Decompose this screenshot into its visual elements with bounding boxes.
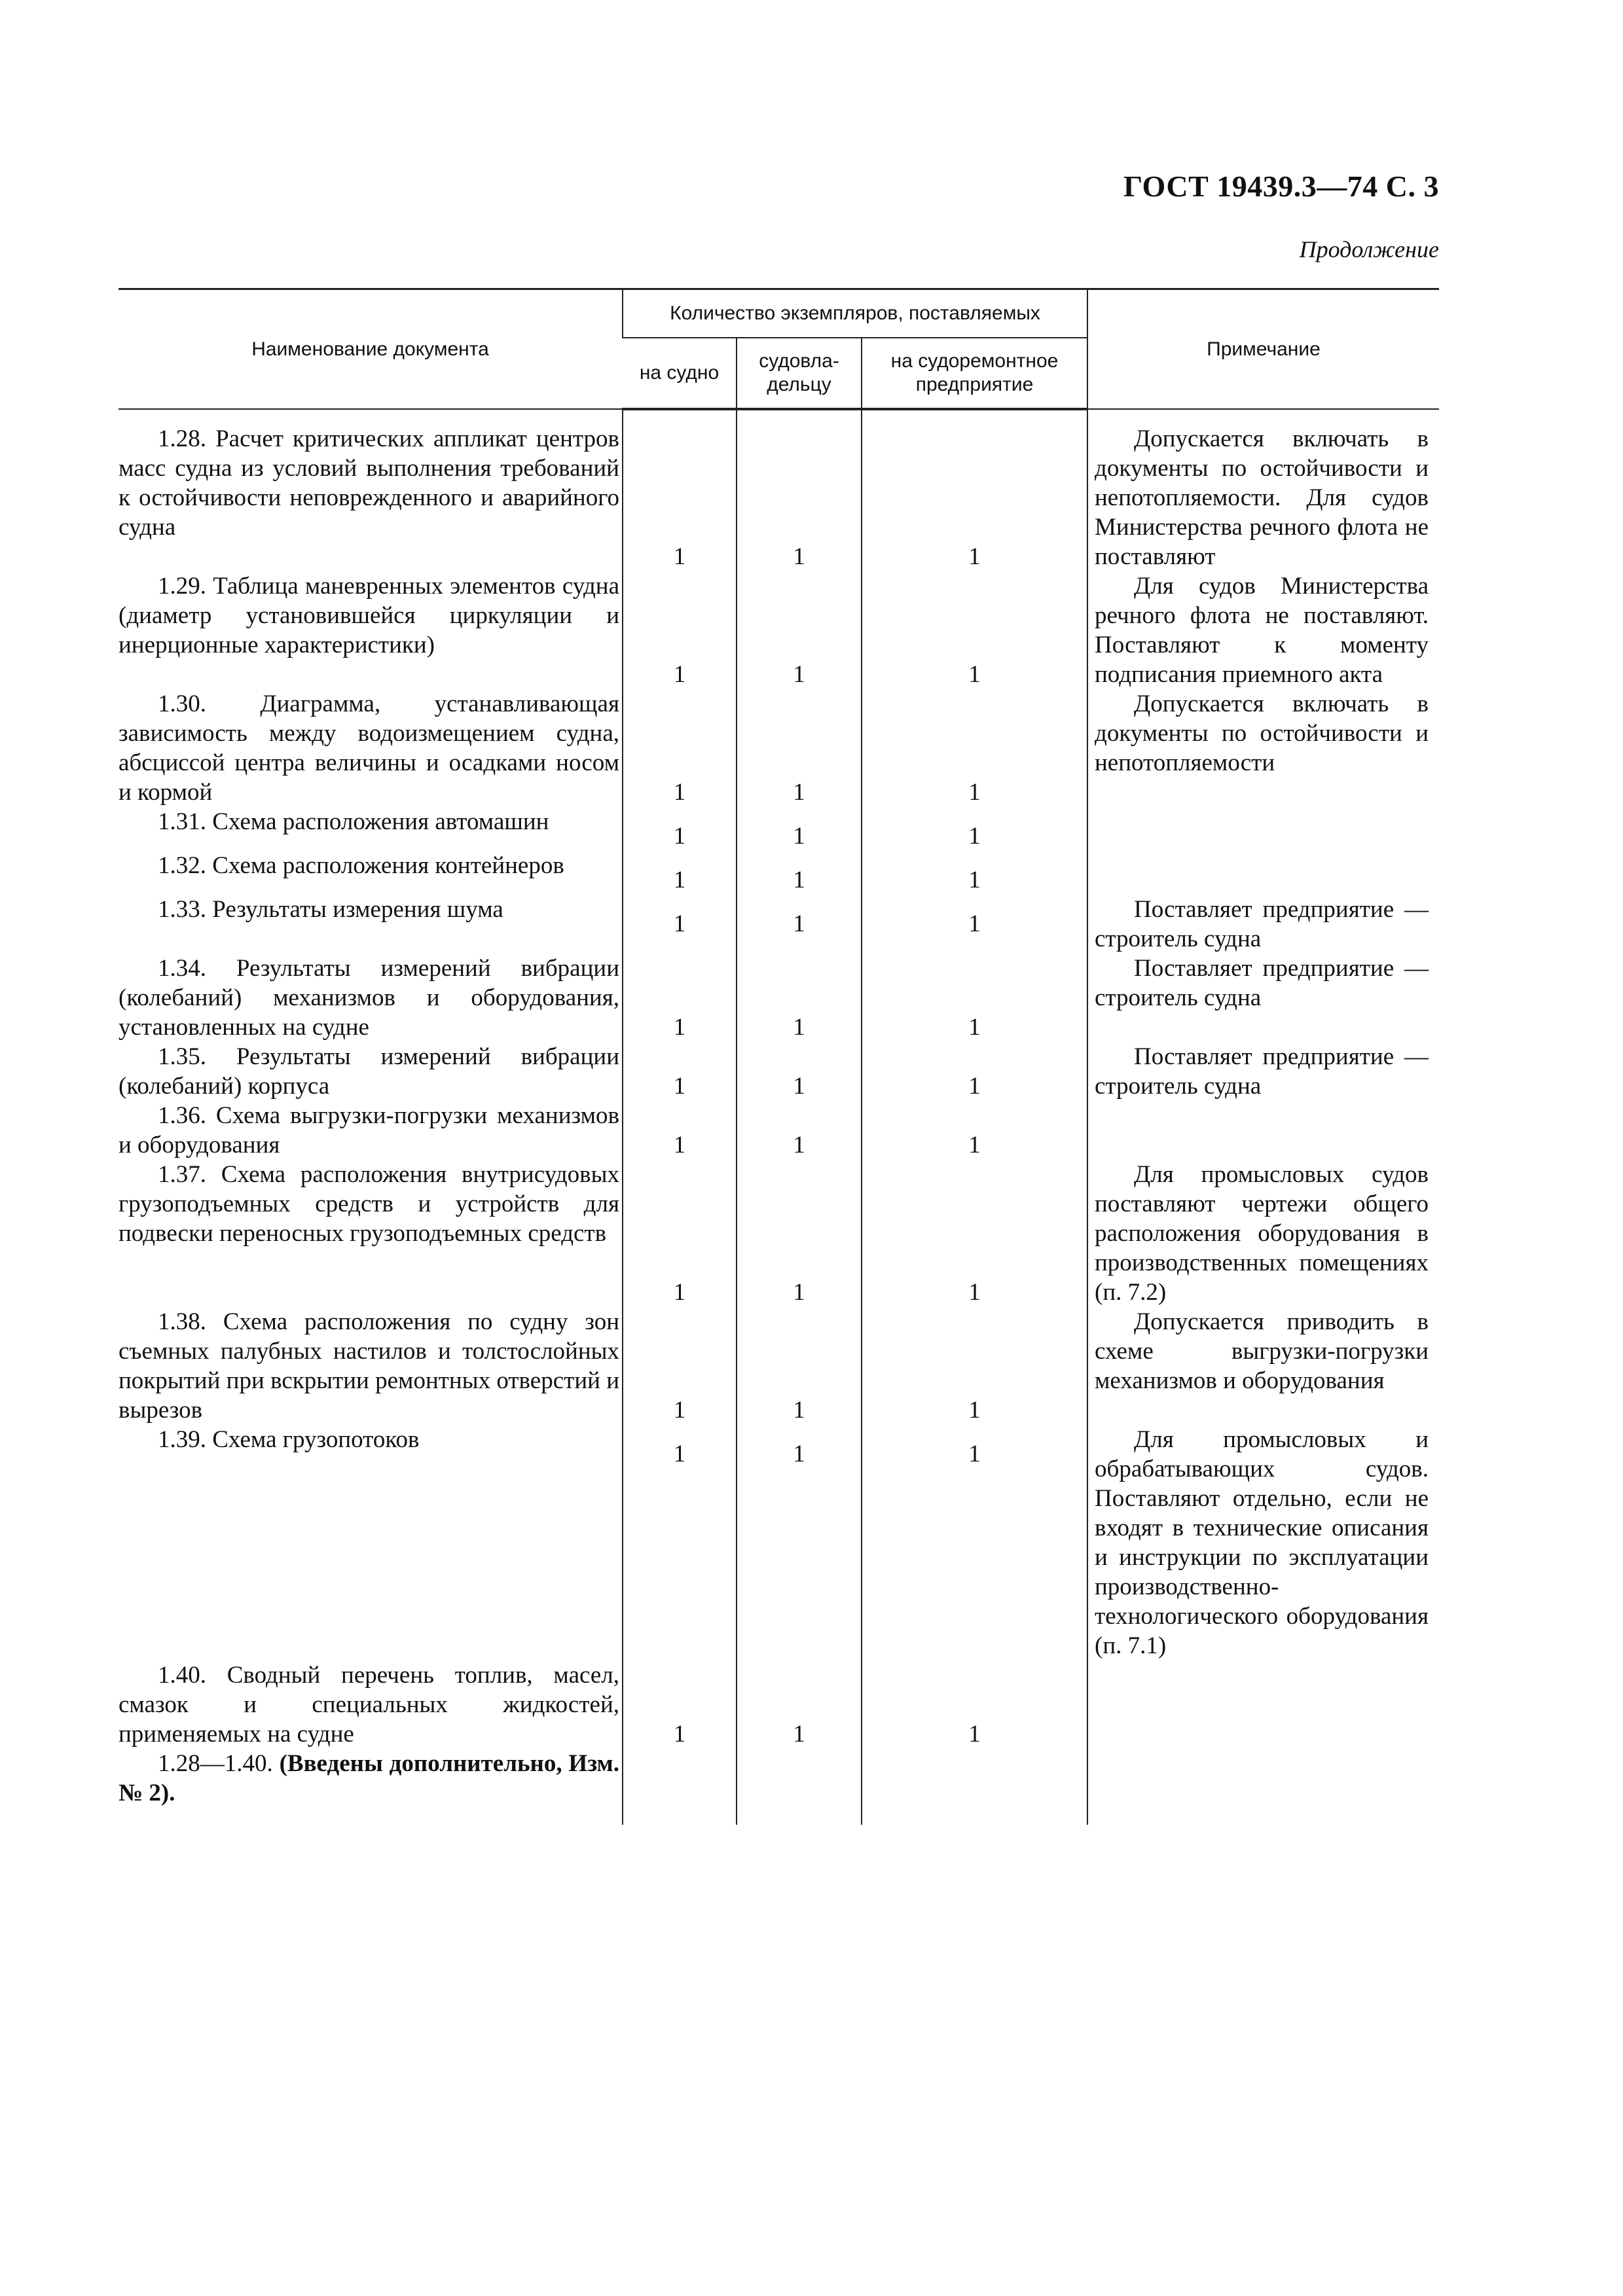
count-ship: 1: [623, 1101, 737, 1160]
table-row: [119, 409, 1439, 571]
count-ship: 1: [623, 1042, 737, 1101]
header-document-name: Наименование документа: [119, 289, 623, 410]
amendment-note: [119, 1749, 619, 1808]
count-repair: 1: [862, 807, 1087, 851]
count-repair: 1: [862, 895, 1087, 954]
table-row: [119, 954, 1439, 1042]
note-text: Поставляет предприятие — строитель судна: [1095, 896, 1429, 952]
header-note: Примечание: [1087, 289, 1439, 410]
continuation-label: Продолжение: [1299, 236, 1439, 262]
table-row: [119, 571, 1439, 689]
document-name: 1.38. Схема расположения по судну зон съемных палубных настилов и толстослойных покрытий при вскрытии ремонтных отверстий и вырезов: [119, 1308, 619, 1424]
count-ship: 1: [623, 689, 737, 807]
document-name: 1.28. Расчет критических аппликат центров масс судна из условий выполнения требований к остойчивости неповрежденного и аварийного судна: [119, 425, 619, 541]
count-owner: 1: [737, 1660, 862, 1749]
count-repair: 1: [862, 954, 1087, 1042]
table-row: [119, 851, 1439, 895]
note-text: Поставляет предприятие — строитель судна: [1095, 955, 1429, 1011]
note-text: Допускается включать в документы по остойчивости и непотопляемости: [1095, 691, 1429, 776]
count-owner: 1: [737, 1425, 862, 1660]
note-text: Для судов Министерства речного флота не поставляют. Поставляют к моменту подписания приемного акта: [1095, 573, 1429, 688]
note-text: Для промысловых и обрабатывающих судов. Поставляют отдельно, если не входят в технические описания и инструкции по эксплуатации производственно-технологического оборудования (п. 7.1): [1095, 1426, 1429, 1659]
count-ship: 1: [623, 571, 737, 689]
documents-table: [119, 288, 1439, 1825]
table-row: [119, 1307, 1439, 1425]
table-row: [119, 1160, 1439, 1307]
count-repair: 1: [862, 1160, 1087, 1307]
count-owner: 1: [737, 851, 862, 895]
count-ship: 1: [623, 1425, 737, 1660]
count-ship: 1: [623, 1307, 737, 1425]
header-to-repair-yard: на судоремонтное предприятие: [862, 338, 1087, 409]
count-ship: 1: [623, 851, 737, 895]
document-name: 1.36. Схема выгрузки-погрузки механизмов и оборудования: [119, 1102, 619, 1158]
document-name: 1.33. Результаты измерения шума: [158, 896, 503, 923]
count-repair: 1: [862, 1042, 1087, 1101]
count-repair: 1: [862, 1660, 1087, 1749]
amendment-text: (Введены дополнительно, Изм. № 2).: [119, 1750, 619, 1806]
note-text: Для промысловых судов поставляют чертежи общего расположения оборудования в производственных помещениях (п. 7.2): [1095, 1161, 1429, 1306]
table-row: [119, 1042, 1439, 1101]
page-header: ГОСТ 19439.3—74 С. 3: [1123, 170, 1439, 203]
count-owner: 1: [737, 1307, 862, 1425]
count-owner: 1: [737, 895, 862, 954]
count-owner: 1: [737, 571, 862, 689]
table-row-footnote: [119, 1749, 1439, 1825]
count-ship: 1: [623, 1660, 737, 1749]
count-owner: 1: [737, 689, 862, 807]
document-name: 1.34. Результаты измерений вибрации (колебаний) механизмов и оборудования, установленных на судне: [119, 955, 619, 1041]
count-ship: 1: [623, 807, 737, 851]
table-row: [119, 807, 1439, 851]
table-row: [119, 895, 1439, 954]
count-repair: 1: [862, 689, 1087, 807]
table-row: [119, 1425, 1439, 1660]
count-owner: 1: [737, 409, 862, 571]
count-repair: 1: [862, 1101, 1087, 1160]
count-ship: 1: [623, 409, 737, 571]
count-repair: 1: [862, 1425, 1087, 1660]
note-text: Поставляет предприятие — строитель судна: [1095, 1043, 1429, 1100]
document-name: 1.31. Схема расположения автомашин: [158, 808, 549, 835]
count-ship: 1: [623, 895, 737, 954]
count-repair: 1: [862, 1307, 1087, 1425]
count-owner: 1: [737, 1101, 862, 1160]
note-text: Допускается приводить в схеме выгрузки-погрузки механизмов и оборудования: [1095, 1308, 1429, 1394]
header-copies-count: Количество экземпляров, поставляемых: [623, 289, 1087, 338]
count-repair: 1: [862, 851, 1087, 895]
count-ship: 1: [623, 1160, 737, 1307]
document-name: 1.39. Схема грузопотоков: [158, 1426, 420, 1453]
note-text: Допускается включать в документы по остойчивости и непотопляемости. Для судов Министерства речного флота не поставляют: [1095, 425, 1429, 570]
document-name: 1.32. Схема расположения контейнеров: [158, 852, 564, 879]
count-repair: 1: [862, 571, 1087, 689]
document-name: 1.35. Результаты измерений вибрации (колебаний) корпуса: [119, 1043, 619, 1100]
header-to-owner: судовла-дельцу: [737, 338, 862, 409]
count-owner: 1: [737, 1160, 862, 1307]
document-name: 1.40. Сводный перечень топлив, масел, смазок и специальных жидкостей, применяемых на судне: [119, 1662, 619, 1748]
count-ship: 1: [623, 954, 737, 1042]
count-owner: 1: [737, 954, 862, 1042]
count-owner: 1: [737, 1042, 862, 1101]
header-to-ship: на судно: [623, 338, 737, 409]
count-owner: 1: [737, 807, 862, 851]
table-row: [119, 689, 1439, 807]
count-repair: 1: [862, 409, 1087, 571]
document-name: 1.37. Схема расположения внутрисудовых грузоподъемных средств и устройств для подвески переносных грузоподъемных средств: [119, 1161, 619, 1247]
table-row: [119, 1101, 1439, 1160]
document-name: 1.30. Диаграмма, устанавливающая зависимость между водоизмещением судна, абсциссой центра величины и осадками носом и кормой: [119, 691, 619, 806]
table-row: [119, 1660, 1439, 1749]
document-name: 1.29. Таблица маневренных элементов судна (диаметр установившейся циркуляции и инерционные характеристики): [119, 573, 619, 658]
amendment-range: 1.28—1.40.: [158, 1750, 273, 1777]
